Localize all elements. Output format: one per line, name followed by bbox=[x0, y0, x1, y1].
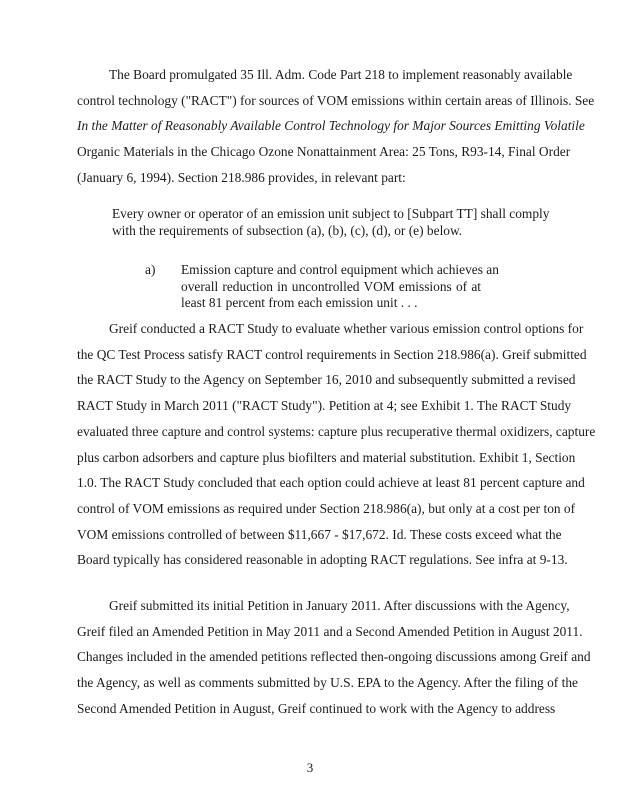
paragraph-line: Greif submitted its initial Petition in January 2011. After discussions with the Agency, bbox=[109, 598, 570, 613]
block-quote bbox=[112, 205, 550, 239]
subsection-a bbox=[145, 262, 505, 314]
paragraph-line: RACT Study in March 2011 ("RACT Study"). Petition at 4; see Exhibit 1. The RACT Study bbox=[77, 398, 572, 414]
subsection-line: Emission capture and control equipment which achieves an bbox=[181, 262, 499, 277]
paragraph-line: Greif filed an Amended Petition in May 2011 and a Second Amended Petition in August 2011. bbox=[77, 623, 583, 639]
paragraph-line: VOM emissions controlled of between $11,667 - $17,672. Id. These costs exceed what the bbox=[77, 526, 562, 542]
page-number: 3 bbox=[306, 760, 314, 775]
paragraph-2 bbox=[77, 316, 596, 573]
paragraph-line: 1.0. The RACT Study concluded that each option could achieve at least 81 percent capture and bbox=[77, 475, 585, 491]
paragraph-line: Changes included in the amended petitions reflected then-ongoing discussions among Greif and bbox=[77, 649, 591, 665]
case-title-line-1: In the Matter of Reasonably Available Control Technology for Major Sources Emitting Volatile bbox=[77, 118, 585, 134]
subsection-body bbox=[181, 262, 499, 312]
paragraph-line bbox=[77, 88, 595, 114]
paragraph-3 bbox=[77, 593, 591, 722]
paragraph-line: Second Amended Petition in August, Greif continued to work with the Agency to address bbox=[77, 700, 556, 716]
paragraph-line bbox=[77, 139, 571, 165]
subsection-line: overall reduction in uncontrolled VOM emissions of at bbox=[181, 278, 481, 294]
paragraph-line: the QC Test Process satisfy RACT control requirements in Section 218.986(a). Greif submitted bbox=[77, 346, 587, 362]
paragraph-line: the RACT Study to the Agency on September 16, 2010 and subsequently submitted a revised bbox=[77, 372, 576, 388]
subsection-label: a) bbox=[145, 262, 156, 277]
quote-line: Every owner or operator of an emission unit subject to [Subpart TT] shall comply bbox=[112, 206, 550, 221]
paragraph-line: Board typically has considered reasonable in adopting RACT regulations. See infra at 9-13. bbox=[77, 552, 568, 568]
subsection-line: least 81 percent from each emission unit . . . bbox=[181, 295, 418, 310]
paragraph-1 bbox=[77, 62, 595, 191]
p1-line2-text: control technology ("RACT") for sources of VOM emissions within certain areas of Illinois. See bbox=[77, 92, 595, 108]
paragraph-line bbox=[77, 113, 585, 139]
paragraph-line: control of VOM emissions as required under Section 218.986(a), but only at a cost per ton of bbox=[77, 500, 576, 516]
paragraph-line: (January 6, 1994). Section 218.986 provides, in relevant part: bbox=[77, 169, 406, 185]
paragraph-line: Greif conducted a RACT Study to evaluate whether various emission control options for bbox=[109, 321, 584, 336]
quote-line: with the requirements of subsection (a), (b), (c), (d), or (e) below. bbox=[112, 223, 463, 238]
paragraph-line: evaluated three capture and control systems: capture plus recuperative thermal oxidizers, capture bbox=[77, 423, 596, 439]
case-title-line-2: Organic Materials in the Chicago Ozone Nonattainment Area: 25 Tons, R93-14, Final Order bbox=[77, 144, 571, 160]
paragraph-line: plus carbon adsorbers and capture plus biofilters and material substitution. Exhibit 1, Section bbox=[77, 449, 576, 465]
paragraph-line: The Board promulgated 35 Ill. Adm. Code Part 218 to implement reasonably available bbox=[109, 67, 573, 82]
paragraph-line: the Agency, as well as comments submitted by U.S. EPA to the Agency. After the filing of the bbox=[77, 675, 578, 691]
